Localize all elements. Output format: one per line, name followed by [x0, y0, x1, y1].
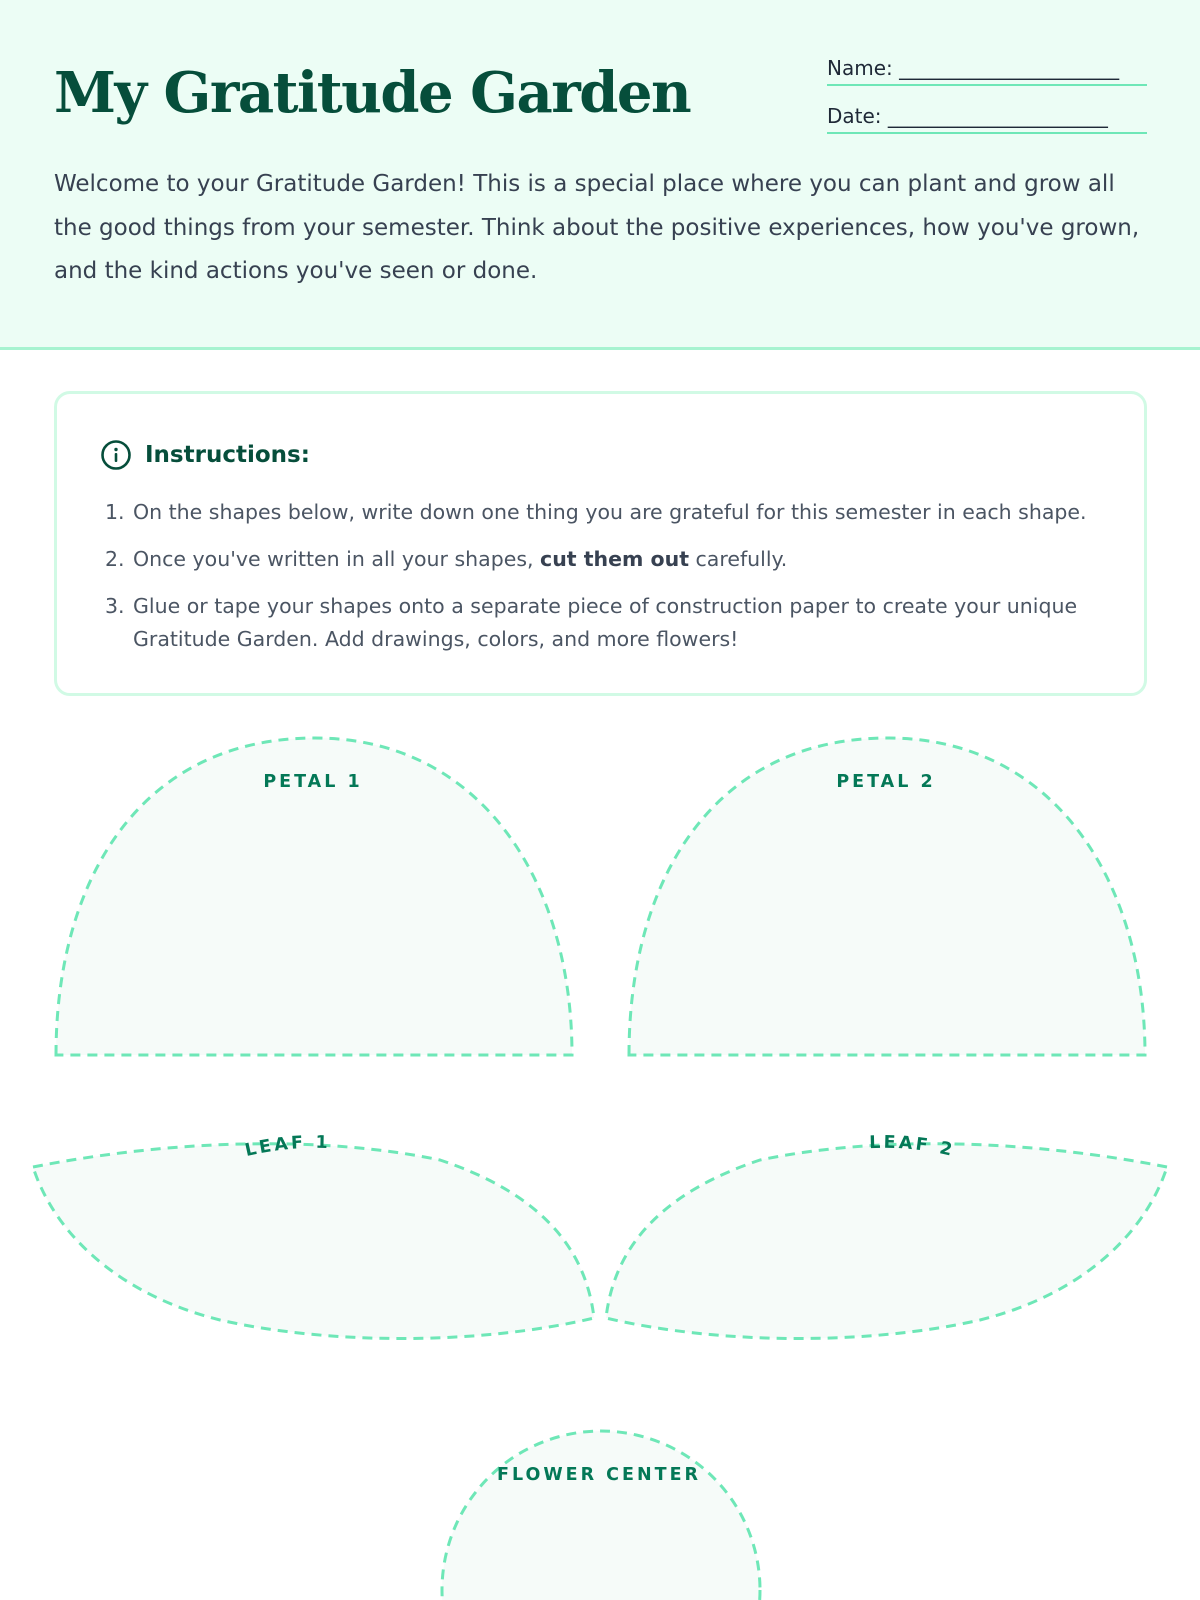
intro-text: Welcome to your Gratitude Garden! This is a special place where you can plant and grow all the good things from your semester. Think about the positive experiences, how you've grown, and the kind actions you've seen or done. — [54, 171, 1140, 284]
page-title: My Gratitude Garden — [54, 60, 691, 126]
leaf-1-label-text: LEAF 1 — [243, 1132, 331, 1162]
leaf-1-shape[interactable] — [33, 1133, 594, 1339]
instruction-text-part: Glue or tape your shapes onto a separate piece of construction paper to create your unique Gratitude Garden. Add drawings, colors, and more flowers! — [133, 594, 1078, 651]
instruction-number: 1. — [105, 500, 125, 524]
petal-2-label: PETAL 2 — [836, 772, 936, 792]
flower-center-shape[interactable] — [442, 1431, 760, 1600]
leaf-2-shape[interactable] — [606, 1133, 1167, 1339]
instruction-text-part: On the shapes below, write down one thing you are grateful for this semester in each shape. — [133, 500, 1087, 524]
instruction-text-part: Once you've written in all your shapes, — [133, 547, 541, 571]
instruction-number: 2. — [105, 547, 125, 571]
petal-1-label: PETAL 1 — [263, 772, 363, 792]
instruction-text-part: carefully. — [689, 547, 788, 571]
petal-2-shape[interactable] — [629, 738, 1145, 1055]
instruction-number: 3. — [105, 594, 125, 618]
name-field[interactable]: Name: ______________________ — [827, 56, 1147, 86]
flower-center-label: FLOWER CENTER — [497, 1465, 701, 1485]
instruction-emphasis: cut them out — [540, 547, 690, 571]
date-field[interactable]: Date: ______________________ — [827, 104, 1147, 134]
instructions-title: Instructions: — [145, 442, 310, 468]
leaf-2-label-text: LEAF 2 — [869, 1132, 957, 1162]
petal-1-shape[interactable] — [56, 738, 572, 1055]
